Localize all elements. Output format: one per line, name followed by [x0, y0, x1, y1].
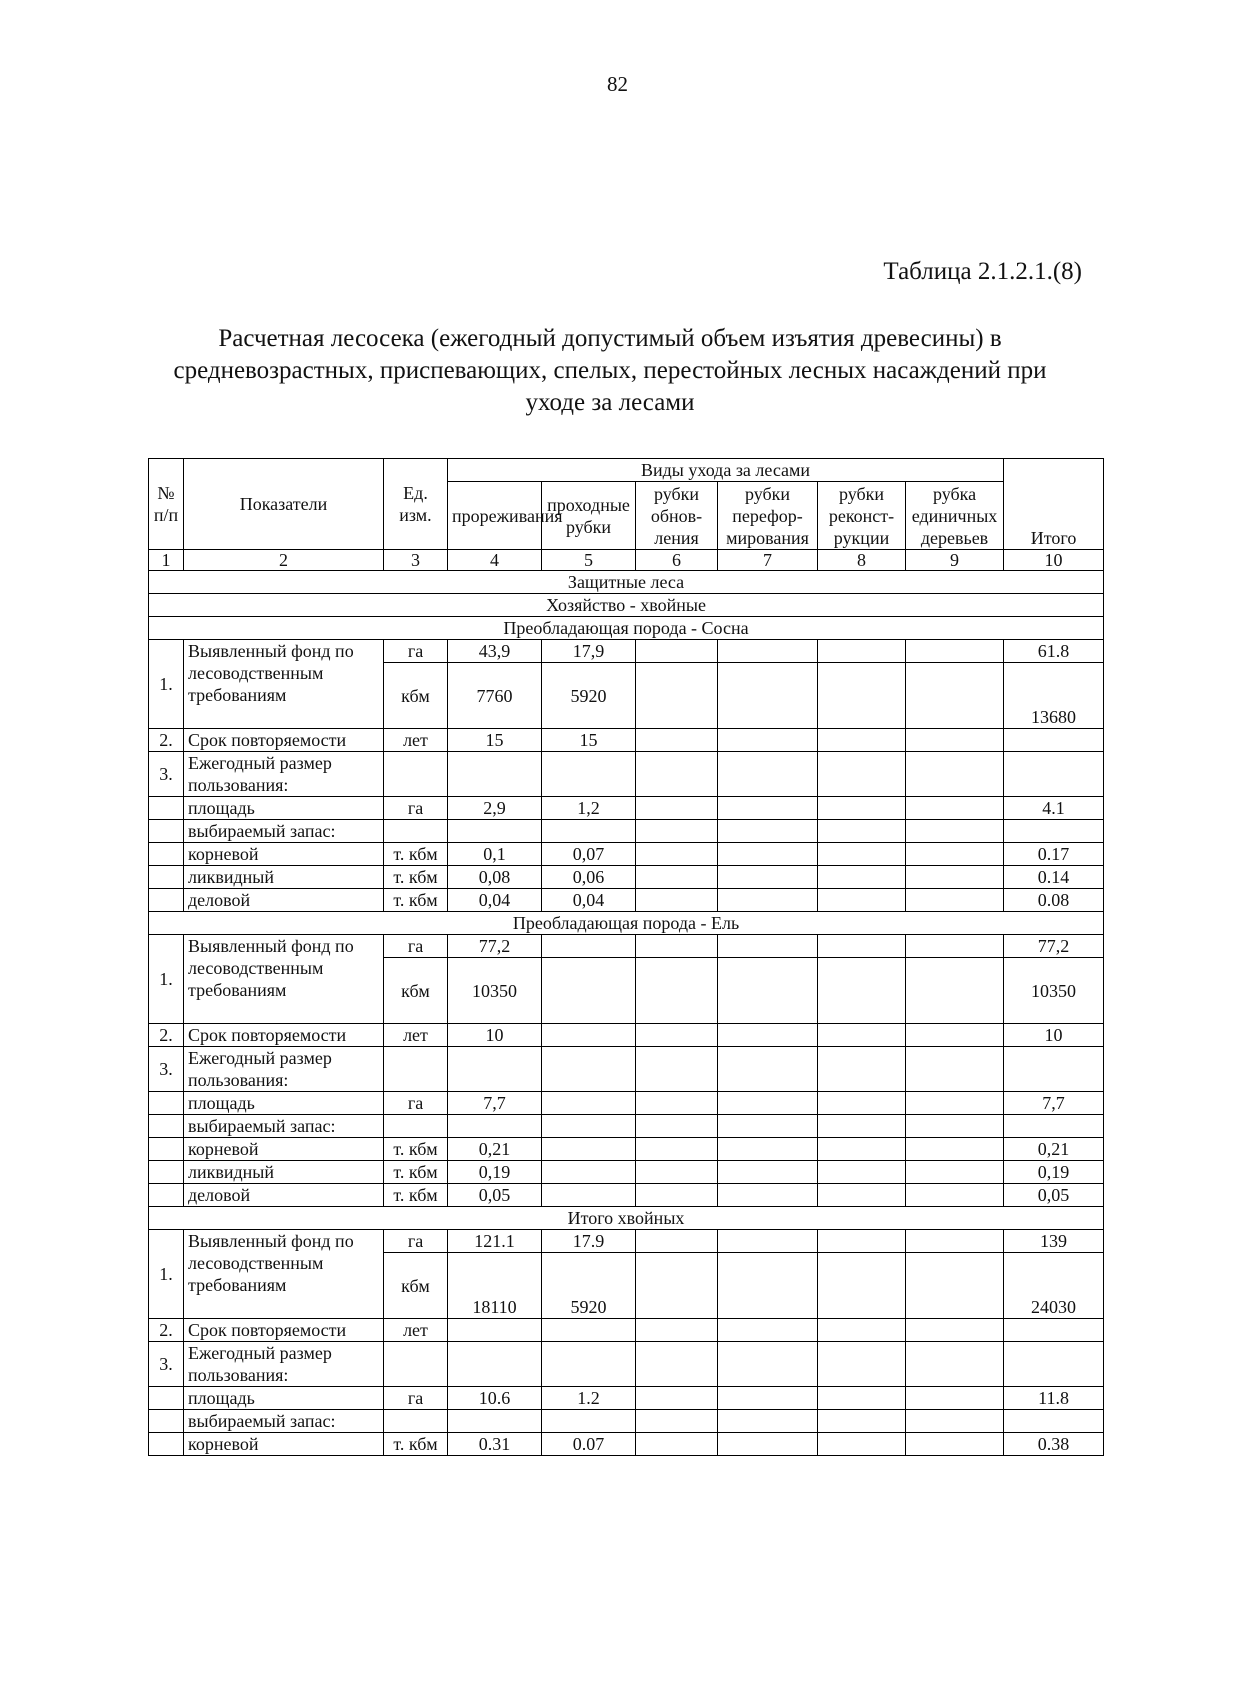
- total-cell: 0.08: [1004, 889, 1104, 912]
- section-row: [149, 571, 1104, 594]
- value-cell: 1.2: [542, 1387, 636, 1410]
- unit-cell: т. кбм: [384, 1184, 448, 1207]
- column-number: 10: [1004, 550, 1104, 571]
- column-number: 9: [906, 550, 1004, 571]
- column-number: 4: [448, 550, 542, 571]
- unit-cell: т. кбм: [384, 1433, 448, 1456]
- header-row: [149, 459, 1104, 482]
- value-cell: [542, 1092, 636, 1115]
- header-col7: рубки перефор-мирования: [718, 482, 818, 550]
- unit-cell: га: [384, 1092, 448, 1115]
- indicator-label: Срок повторяемости: [184, 1319, 384, 1342]
- table-row: [149, 1433, 1104, 1456]
- indicator-label: Выявленный фонд по лесоводственным требованиям: [184, 640, 384, 729]
- section-row: [149, 617, 1104, 640]
- value-cell: [542, 1024, 636, 1047]
- group-spruce: [149, 912, 1104, 1207]
- value-cell: 2,9: [448, 797, 542, 820]
- unit-cell: га: [384, 640, 448, 663]
- table-row: [149, 752, 1104, 797]
- value-cell: 15: [448, 729, 542, 752]
- value-cell: 43,9: [448, 640, 542, 663]
- indicator-label: Ежегодный размер пользования:: [184, 1342, 384, 1387]
- value-cell: 0.07: [542, 1433, 636, 1456]
- total-cell: 77,2: [1004, 935, 1104, 958]
- header-group: Виды ухода за лесами: [448, 459, 1004, 482]
- table-row: [149, 1387, 1104, 1410]
- unit-cell: лет: [384, 1319, 448, 1342]
- value-cell: 0,19: [448, 1161, 542, 1184]
- section-title: Хозяйство - хвойные: [149, 594, 1104, 617]
- indicator-label: Выявленный фонд по лесоводственным требованиям: [184, 935, 384, 1024]
- total-cell: 10350: [1004, 958, 1104, 1024]
- column-number: 1: [149, 550, 184, 571]
- value-cell: 17.9: [542, 1230, 636, 1253]
- value-cell: 7,7: [448, 1092, 542, 1115]
- section-title: Преобладающая порода - Сосна: [149, 617, 1104, 640]
- header-col9: рубка единичных деревьев: [906, 482, 1004, 550]
- table-row: [149, 1115, 1104, 1138]
- row-number: 2.: [149, 729, 184, 752]
- indicator-label: Выявленный фонд по лесоводственным требованиям: [184, 1230, 384, 1319]
- column-number: 3: [384, 550, 448, 571]
- indicator-label: ликвидный: [184, 866, 384, 889]
- total-cell: 10: [1004, 1024, 1104, 1047]
- section-row: [149, 594, 1104, 617]
- table-row: [149, 1230, 1104, 1253]
- section-title: Итого хвойных: [149, 1207, 1104, 1230]
- unit-cell: га: [384, 1230, 448, 1253]
- total-cell: 0.17: [1004, 843, 1104, 866]
- unit-cell: кбм: [384, 663, 448, 729]
- total-cell: 13680: [1004, 663, 1104, 729]
- indicator-label: Срок повторяемости: [184, 1024, 384, 1047]
- indicator-label: площадь: [184, 1387, 384, 1410]
- table-row: [149, 843, 1104, 866]
- column-number: 5: [542, 550, 636, 571]
- value-cell: 0,06: [542, 866, 636, 889]
- indicator-label: площадь: [184, 797, 384, 820]
- header-col4: прореживания: [448, 482, 542, 550]
- total-cell: 139: [1004, 1230, 1104, 1253]
- table-row: [149, 1138, 1104, 1161]
- table-row: [149, 820, 1104, 843]
- unit-cell: т. кбм: [384, 889, 448, 912]
- table-row: [149, 935, 1104, 958]
- table-row: [149, 1047, 1104, 1092]
- total-cell: 7,7: [1004, 1092, 1104, 1115]
- row-number: 3.: [149, 1047, 184, 1092]
- value-cell: 10: [448, 1024, 542, 1047]
- table-row: [149, 1184, 1104, 1207]
- total-cell: 0.38: [1004, 1433, 1104, 1456]
- value-cell: 0,05: [448, 1184, 542, 1207]
- table-row: [149, 1161, 1104, 1184]
- indicator-label: Ежегодный размер пользования:: [184, 1047, 384, 1092]
- value-cell: 0,04: [542, 889, 636, 912]
- unit-cell: га: [384, 1387, 448, 1410]
- total-cell: 61.8: [1004, 640, 1104, 663]
- value-cell: 15: [542, 729, 636, 752]
- value-cell: 10350: [448, 958, 542, 1024]
- indicator-label: выбираемый запас:: [184, 1115, 384, 1138]
- row-number: 1.: [149, 640, 184, 729]
- indicator-label: корневой: [184, 1138, 384, 1161]
- indicator-label: деловой: [184, 889, 384, 912]
- indicator-label: корневой: [184, 843, 384, 866]
- total-cell: [1004, 729, 1104, 752]
- value-cell: 5920: [542, 1253, 636, 1319]
- table-row: [149, 1410, 1104, 1433]
- column-number-row: [149, 550, 1104, 571]
- total-cell: 0,21: [1004, 1138, 1104, 1161]
- unit-cell: лет: [384, 729, 448, 752]
- indicator-label: выбираемый запас:: [184, 1410, 384, 1433]
- value-cell: 0,07: [542, 843, 636, 866]
- total-cell: 11.8: [1004, 1387, 1104, 1410]
- header-total: Итого: [1004, 459, 1104, 550]
- value-cell: 7760: [448, 663, 542, 729]
- unit-cell: т. кбм: [384, 1138, 448, 1161]
- indicator-label: корневой: [184, 1433, 384, 1456]
- header-indicator: Показатели: [184, 459, 384, 550]
- value-cell: 0.31: [448, 1433, 542, 1456]
- indicator-label: Срок повторяемости: [184, 729, 384, 752]
- indicator-label: площадь: [184, 1092, 384, 1115]
- value-cell: 0,1: [448, 843, 542, 866]
- total-cell: 24030: [1004, 1253, 1104, 1319]
- value-cell: 10.6: [448, 1387, 542, 1410]
- header-col5: проходные рубки: [542, 482, 636, 550]
- row-number: 3.: [149, 752, 184, 797]
- value-cell: [542, 958, 636, 1024]
- row-number: 1.: [149, 935, 184, 1024]
- total-cell: 0.14: [1004, 866, 1104, 889]
- total-cell: 0,19: [1004, 1161, 1104, 1184]
- table-row: [149, 866, 1104, 889]
- value-cell: [542, 1184, 636, 1207]
- document-title: Расчетная лесосека (ежегодный допустимый объем изъятия древесины) в средневозрастных, приспевающих, спелых, перестойных лесных насаждений при уходе за лесами: [173, 325, 1047, 416]
- section-title: Преобладающая порода - Ель: [149, 912, 1104, 935]
- section-title: Защитные леса: [149, 571, 1104, 594]
- total-cell: 4.1: [1004, 797, 1104, 820]
- table-row: [149, 889, 1104, 912]
- value-cell: 0,21: [448, 1138, 542, 1161]
- felling-table: [148, 458, 1104, 1456]
- unit-cell: т. кбм: [384, 1161, 448, 1184]
- row-number: 1.: [149, 1230, 184, 1319]
- column-number: 7: [718, 550, 818, 571]
- header-num: № п/п: [149, 459, 184, 550]
- table-row: [149, 640, 1104, 663]
- indicator-label: Ежегодный размер пользования:: [184, 752, 384, 797]
- table-label: Таблица 2.1.2.1.(8): [883, 258, 1082, 285]
- value-cell: [542, 1138, 636, 1161]
- column-number: 8: [818, 550, 906, 571]
- row-number: 3.: [149, 1342, 184, 1387]
- unit-cell: га: [384, 935, 448, 958]
- indicator-label: выбираемый запас:: [184, 820, 384, 843]
- value-cell: 0,08: [448, 866, 542, 889]
- unit-cell: т. кбм: [384, 843, 448, 866]
- table-row: [149, 1342, 1104, 1387]
- unit-cell: т. кбм: [384, 866, 448, 889]
- row-number: 2.: [149, 1319, 184, 1342]
- table-row: [149, 1092, 1104, 1115]
- table-row: [149, 797, 1104, 820]
- value-cell: 121.1: [448, 1230, 542, 1253]
- value-cell: [542, 935, 636, 958]
- unit-cell: га: [384, 797, 448, 820]
- group-pine: [149, 617, 1104, 912]
- indicator-label: ликвидный: [184, 1161, 384, 1184]
- page-number: 82: [607, 72, 628, 96]
- unit-cell: кбм: [384, 1253, 448, 1319]
- value-cell: 17,9: [542, 640, 636, 663]
- value-cell: [542, 1161, 636, 1184]
- column-number: 2: [184, 550, 384, 571]
- table-row: [149, 1024, 1104, 1047]
- table-row: [149, 729, 1104, 752]
- header-col6: рубки обнов-ления: [636, 482, 718, 550]
- unit-cell: лет: [384, 1024, 448, 1047]
- value-cell: 0,04: [448, 889, 542, 912]
- indicator-label: деловой: [184, 1184, 384, 1207]
- header-col8: рубки реконст-рукции: [818, 482, 906, 550]
- section-row: [149, 1207, 1104, 1230]
- row-number: 2.: [149, 1024, 184, 1047]
- value-cell: 5920: [542, 663, 636, 729]
- table-row: [149, 1319, 1104, 1342]
- value-cell: 77,2: [448, 935, 542, 958]
- section-row: [149, 912, 1104, 935]
- unit-cell: кбм: [384, 958, 448, 1024]
- header-unit: Ед. изм.: [384, 459, 448, 550]
- value-cell: 18110: [448, 1253, 542, 1319]
- total-cell: 0,05: [1004, 1184, 1104, 1207]
- value-cell: 1,2: [542, 797, 636, 820]
- column-number: 6: [636, 550, 718, 571]
- group-conifer-total: [149, 1207, 1104, 1456]
